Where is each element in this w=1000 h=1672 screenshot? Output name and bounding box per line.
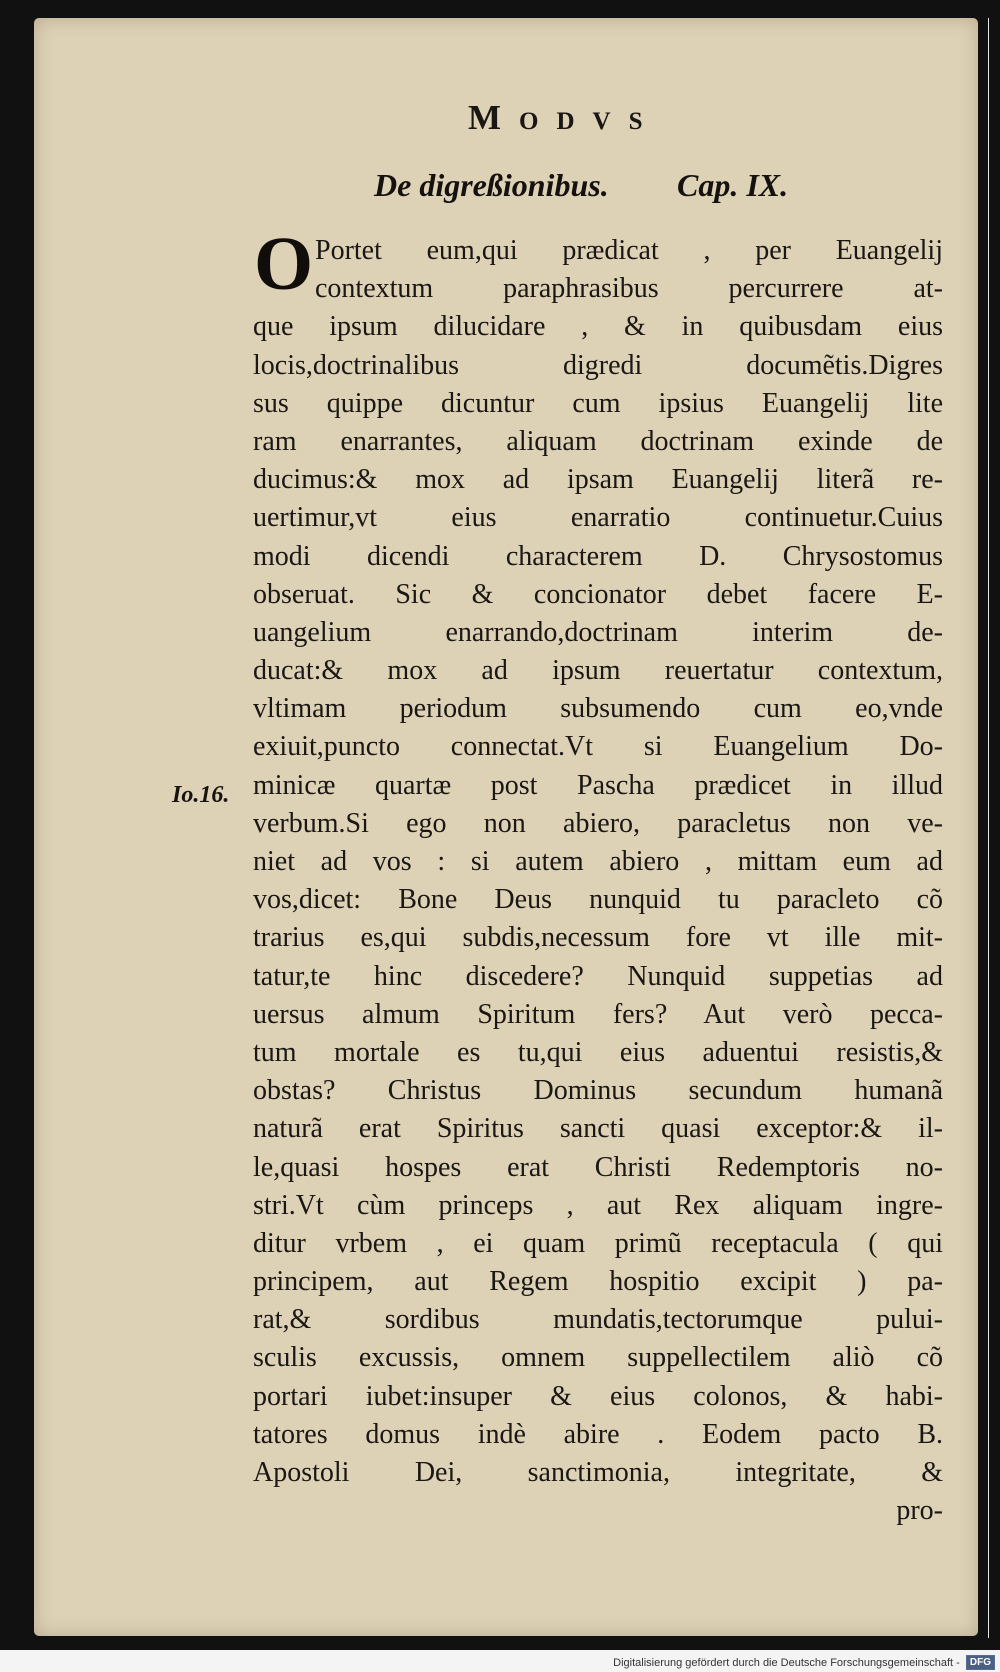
text-line: le,quasi hospes erat Christi Redemptoris no- [253,1151,943,1183]
credit-text: Digitalisierung gefördert durch die Deutsche Forschungsgemeinschaft - [613,1657,960,1669]
dropcap-letter: O [254,222,314,306]
text-line: verbum.Si ego non abiero, paracletus non ve- [253,807,943,839]
text-line: pro- [896,1495,943,1527]
text-line: tum mortale es tu,qui eius aduentui resistis,& [253,1036,943,1068]
marginal-note: Io.16. [172,782,230,808]
text-line: uertimur,vt eius enarratio continuetur.Cuius [253,502,943,534]
text-line: principem, aut Regem hospitio excipit ) pa- [253,1266,943,1298]
text-line: portari iubet:insuper & eius colonos, & habi- [253,1380,943,1412]
text-line: modi dicendi characterem D. Chrysostomus [253,540,943,572]
running-head: Modvs [468,98,661,137]
text-line: locis,doctrinalibus digredi documẽtis.Digres [253,349,943,381]
text-line: naturã erat Spiritus sancti quasi exceptor:& il- [253,1113,943,1145]
text-line: minicæ quartæ post Pascha prædicet in illud [253,769,943,801]
digitization-credit [605,1654,995,1672]
chapter-label: Cap. IX. [677,167,789,203]
text-line: Portet eum,qui prædicat , per Euangelij [315,235,943,266]
text-line: Apostoli Dei, sanctimonia, integritate, & [253,1457,943,1488]
text-line: obstas? Christus Dominus secundum humanã [253,1075,943,1107]
text-line: tatores domus indè abire . Eodem pacto B. [253,1418,943,1450]
text-line: trarius es,qui subdis,necessum fore vt ille mit- [253,922,943,954]
text-line: uersus almum Spiritum fers? Aut verò pecca- [253,998,943,1030]
body-text [253,232,943,1530]
text-line: contextum paraphrasibus percurrere at- [315,273,943,305]
chapter-heading [374,167,804,204]
chapter-title: De digreßionibus. [374,167,609,203]
text-line: sculis excussis, omnem suppellectilem aliò cõ [253,1342,943,1374]
text-line: tatur,te hinc discedere? Nunquid suppetias ad [253,960,943,992]
text-line: que ipsum dilucidare , & in quibusdam eius [253,311,943,343]
text-line: ram enarrantes, aliquam doctrinam exinde de [253,425,943,457]
text-line: obseruat. Sic & concionator debet facere E- [253,578,943,610]
text-line: sus quippe dicuntur cum ipsius Euangelij lite [253,387,943,419]
text-line: exiuit,puncto connectat.Vt si Euangelium Do- [253,731,943,763]
text-line: ducat:& mox ad ipsum reuertatur contextum, [253,655,943,687]
text-line: stri.Vt cùm princeps , aut Rex aliquam ingre- [253,1189,943,1221]
text-line: vltimam periodum subsumendo cum eo,vnde [253,693,943,725]
text-line: niet ad vos : si autem abiero , mittam eum ad [253,846,943,877]
dfg-logo: DFG [966,1655,995,1670]
text-line: vos,dicet: Bone Deus nunquid tu paracleto cõ [253,884,943,916]
page-edge-line [988,18,989,1638]
text-line: ditur vrbem , ei quam primũ receptacula ( qui [253,1227,943,1259]
text-line: uangelium enarrando,doctrinam interim de- [253,616,943,648]
text-line: ducimus:& mox ad ipsam Euangelij literã re- [253,464,943,496]
text-line: rat,& sordibus mundatis,tectorumque pului- [253,1304,943,1336]
